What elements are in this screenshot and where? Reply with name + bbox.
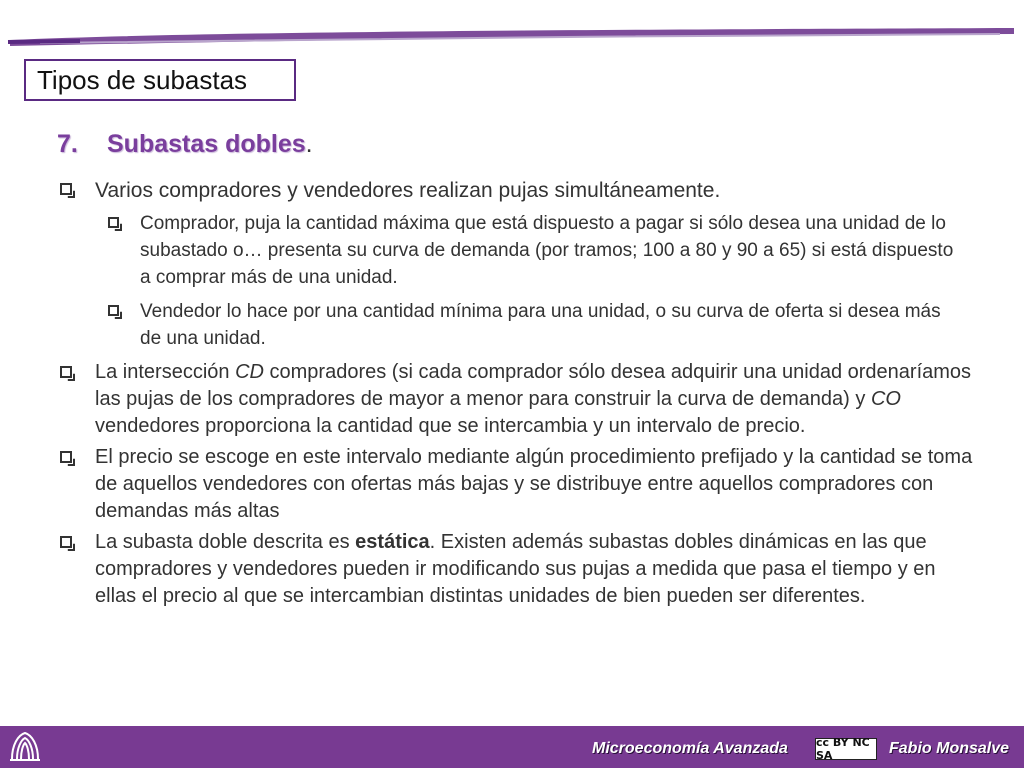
checkbox-bullet-icon <box>60 366 72 378</box>
text-fragment: vendedores proporciona la cantidad que se intercambia y un intervalo de precio. <box>95 415 806 437</box>
bullet-text: Comprador, puja la cantidad máxima que está dispuesto a pagar si sólo desea una unidad de lo subastado o… presenta su curva de demanda (por tramos; 100 a 80 y 90 a 65) si está dispuesto a comprar más de una unidad. <box>140 213 954 288</box>
list-item <box>60 444 980 525</box>
checkbox-bullet-icon <box>108 217 119 228</box>
text-fragment: La intersección <box>95 361 236 383</box>
list-item <box>60 529 980 610</box>
checkbox-bullet-icon <box>60 183 72 195</box>
list-item <box>60 298 960 352</box>
slide-title: Tipos de subastas <box>24 59 296 101</box>
bullet-list <box>60 176 980 610</box>
list-item <box>60 176 980 206</box>
bullet-text: El precio se escoge en este intervalo mediante algún procedimiento prefijado y la cantidad se toma de aquellos vendedores con ofertas más bajas y se distribuye entre aquellos compradores con demandas más altas <box>95 446 973 522</box>
section-suffix: . <box>305 130 313 158</box>
checkbox-bullet-icon <box>60 536 72 548</box>
text-fragment: compradores (si cada comprador sólo desea adquirir una unidad ordenaríamos las pujas de los compradores de mayor a menor para construir la curva de demanda) y <box>95 361 972 410</box>
text-fragment: . Existen además subastas dobles dinámicas en las que compradores y vendedores pueden ir modificando sus pujas a medida que pasa el tiempo y en ellas el precio al que se intercambian distintas unidades de bien pueden ser diferentes. <box>95 531 936 607</box>
checkbox-bullet-icon <box>60 451 72 463</box>
creative-commons-badge: cc BY NC SA <box>815 738 877 760</box>
footer-author: Fabio Monsalve <box>889 740 1010 757</box>
bullet-text: Varios compradores y vendedores realizan pujas simultáneamente. <box>95 179 721 202</box>
term-cd: CD <box>235 361 264 383</box>
term-estatica: estática <box>355 531 430 553</box>
bullet-text <box>95 531 936 607</box>
bullet-text <box>95 361 971 437</box>
term-co: CO <box>870 388 901 410</box>
list-item <box>60 359 980 440</box>
text-fragment: La subasta doble descrita es <box>95 531 356 553</box>
bullet-text: Vendedor lo hace por una cantidad mínima para una unidad, o su curva de oferta si desea más de una unidad. <box>140 301 941 349</box>
checkbox-bullet-icon <box>108 305 119 316</box>
list-item <box>60 210 960 291</box>
university-logo-icon <box>8 729 42 765</box>
footer-course-title: Microeconomía Avanzada <box>592 740 788 757</box>
header-brush-stroke <box>0 22 1024 52</box>
section-title: Subastas dobles <box>107 130 306 158</box>
section-heading <box>57 130 313 159</box>
section-number: 7. <box>57 130 78 158</box>
